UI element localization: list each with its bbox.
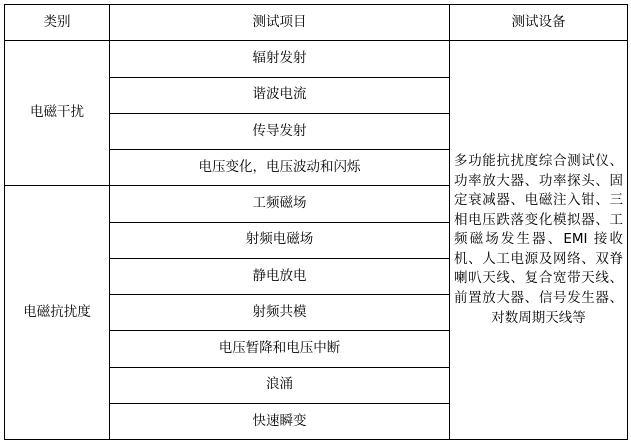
category-ems: 电磁抗扰度: [5, 186, 110, 440]
test-item: 快速瞬变: [110, 403, 450, 439]
test-item: 电压暂降和电压中断: [110, 331, 450, 367]
test-items-table: [4, 4, 628, 440]
table-row: [5, 41, 628, 77]
test-item: 辐射发射: [110, 41, 450, 77]
header-test-item: 测试项目: [110, 5, 450, 41]
test-item: 谐波电流: [110, 77, 450, 113]
test-item: 静电放电: [110, 258, 450, 294]
test-item: 浪涌: [110, 367, 450, 403]
header-test-equipment: 测试设备: [450, 5, 628, 41]
test-equipment-cell: [450, 41, 628, 440]
test-equipment-text: 多功能抗扰度综合测试仪、功率放大器、功率探头、固定衰减器、电磁注入钳、三相电压跌落变化模拟器、工频磁场发生器、EMI 接收机、人工电源及网络、双脊喇叭天线、复合宽带天线、前置放大器、信号发生器、对数周期天线等: [454, 153, 623, 326]
test-item: 电压变化，电压波动和闪烁: [110, 150, 450, 186]
test-item: 传导发射: [110, 113, 450, 149]
test-item: 射频电磁场: [110, 222, 450, 258]
test-item: 工频磁场: [110, 186, 450, 222]
test-item: 射频共模: [110, 295, 450, 331]
table-header-row: [5, 5, 628, 41]
category-emi: 电磁干扰: [5, 41, 110, 186]
header-category: 类别: [5, 5, 110, 41]
